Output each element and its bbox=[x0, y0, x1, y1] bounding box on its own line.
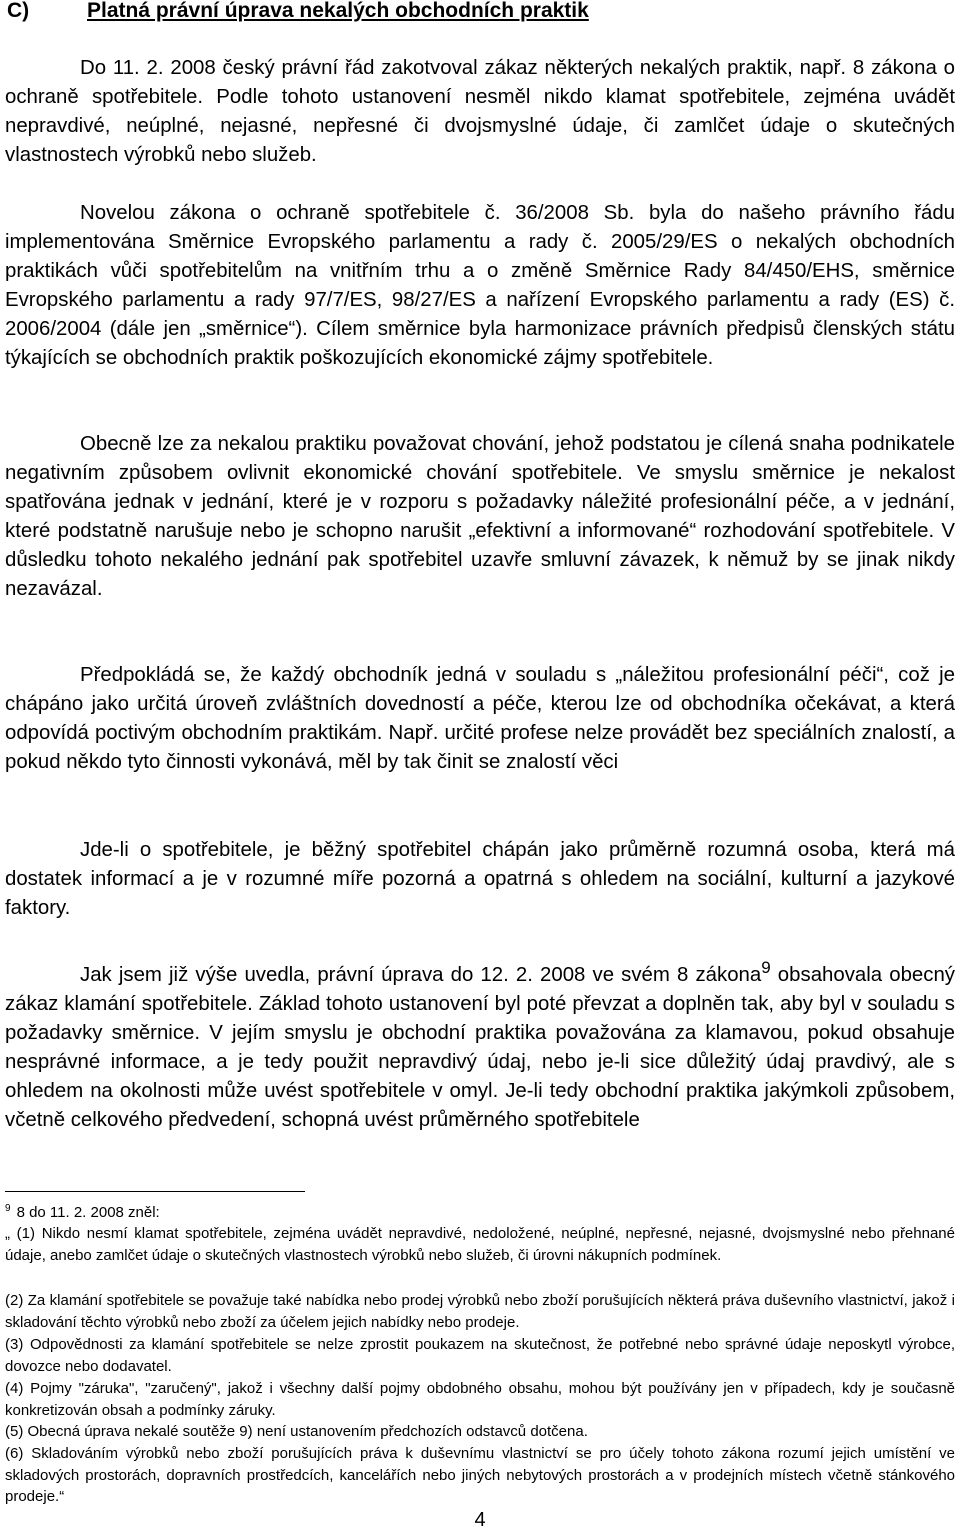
footnote-heading-text: 8 do 11. 2. 2008 zněl: bbox=[16, 1204, 160, 1221]
paragraph-3: Obecně lze za nekalou praktiku považovat chování, jehož podstatou je cílená snaha podnikatele negativním způsobem ovlivnit ekonomické chování spotřebitele. Ve smyslu směrnice je nekalost spatřována jednak v jednání, které je v rozporu s požadavky náležité profesionální péče, a v jednání, které podstatně narušuje nebo je schopno narušit „efektivní a informované“ rozhodování spotřebitele. V důsledku tohoto nekalého jednání pak spotřebitel uzavře smluvní závazek, k němuž by se jinak nikdy nezavázal. bbox=[5, 433, 955, 600]
paragraph-1: Do 11. 2. 2008 český právní řád zakotvoval zákaz některých nekalých praktik, např. 8 zákona o ochraně spotřebitele. Podle tohoto ustanovení nesměl nikdo klamat spotřebitele, zejména uvádět nepravdivé, neúplné, nejasné, nepřesné či dvojsmyslné údaje, či zamlčet údaje o skutečných vlastnostech výrobků nebo služeb. bbox=[5, 57, 955, 166]
paragraph-5: Jde-li o spotřebitele, je běžný spotřebitel chápán jako průměrně rozumná osoba, která má dostatek informací a je v rozumné míře pozorná a opatrná s ohledem na sociální, kulturní a jazykové faktory. bbox=[5, 839, 955, 919]
section-letter: C) bbox=[7, 0, 30, 22]
footnote-number: 9 bbox=[5, 1203, 11, 1214]
footnote-item-3: (3) Odpovědnosti za klamání spotřebitele se nelze zprostit poukazem na skutečnost, že potřebné nebo správné údaje neposkytl výrobce, dovozce nebo dodavatel. bbox=[5, 1336, 955, 1375]
footnote-item-2: (2) Za klamání spotřebitele se považuje také nabídka nebo prodej výrobků nebo zboží porušujících některá práva duševního vlastnictví, jakož i skladování těchto výrobků nebo zboží za účelem jejich nabídky nebo prodeje. bbox=[5, 1292, 955, 1331]
section-heading bbox=[7, 0, 589, 26]
paragraph-6-text-b: obsahovala obecný zákaz klamání spotřebitele. Základ tohoto ustanovení byl poté převzat a doplněn tak, aby byl v souladu s požadavky směrnice. V jejím smyslu je obchodní praktika považována za klamavou, pokud obsahuje nesprávné informace, a je tedy použit nepravdivý údaj, nebo je-li sice důležitý údaj pravdivý, ale s ohledem na okolnosti může uvést spotřebitele v omyl. Je-li tedy obchodní praktika jakýmkoli způsobem, včetně celkového předvedení, schopná uvést průměrného spotřebitele bbox=[5, 963, 955, 1131]
footnote-item-5: (5) Obecná úprava nekalé soutěže 9) není ustanovením předchozích odstavců dotčena. bbox=[5, 1423, 588, 1440]
section-title: Platná právní úprava nekalých obchodních praktik bbox=[87, 0, 589, 22]
footnote-reference[interactable]: 9 bbox=[761, 958, 771, 977]
footnote-item-4: (4) Pojmy "záruka", "zaručený", jakož i všechny další pojmy obdobného obsahu, mohou být používány jen v případech, kdy je současně konkretizován obsah a podmínky záruky. bbox=[5, 1380, 955, 1419]
footnote-heading bbox=[5, 1199, 160, 1223]
page-number: 4 bbox=[474, 1509, 486, 1531]
footnote-separator bbox=[5, 1191, 305, 1192]
paragraph-6 bbox=[5, 953, 955, 1135]
footnote-item-6: (6) Skladováním výrobků nebo zboží porušujících práva k duševnímu vlastnictví se pro účely tohoto zákona rozumí jejich umístění ve skladových prostorách, dopravních prostředcích, kancelářích nebo jiných nebytových prostorách a v prodejních místech včetně stánkového prodeje.“ bbox=[5, 1445, 955, 1505]
paragraph-4: Předpokládá se, že každý obchodník jedná v souladu s „náležitou profesionální péči“, což je chápáno jako určitá úroveň zvláštních dovedností a péče, kterou lze od obchodníka očekávat, a která odpovídá poctivým obchodním praktikám. Např. určité profese nelze provádět bez speciálních znalostí, a pokud někdo tyto činnosti vykonává, měl by tak činit se znalostí věci bbox=[5, 664, 955, 773]
paragraph-6-text-a: Jak jsem již výše uvedla, právní úprava do 12. 2. 2008 ve svém 8 zákona bbox=[80, 963, 762, 986]
footnote-item-1: „ (1) Nikdo nesmí klamat spotřebitele, zejména uvádět nepravdivé, nedoložené, neúplné, nepřesné, nejasné, dvojsmyslné nebo přehnané údaje, anebo zamlčet údaje o skutečných vlastnostech výrobků nebo služeb, či úrovni nákupních podmínek. bbox=[5, 1225, 955, 1264]
paragraph-2: Novelou zákona o ochraně spotřebitele č. 36/2008 Sb. byla do našeho právního řádu implementována Směrnice Evropského parlamentu a rady č. 2005/29/ES o nekalých obchodních praktikách vůči spotřebitelům na vnitřním trhu a o změně Směrnice Rady 84/450/EHS, směrnice Evropského parlamentu a rady 97/7/ES, 98/27/ES a nařízení Evropského parlamentu a rady (ES) č. 2006/2004 (dále jen „směrnice“). Cílem směrnice byla harmonizace právních předpisů členských státu týkajících se obchodních praktik poškozujících ekonomické zájmy spotřebitele. bbox=[5, 202, 955, 369]
